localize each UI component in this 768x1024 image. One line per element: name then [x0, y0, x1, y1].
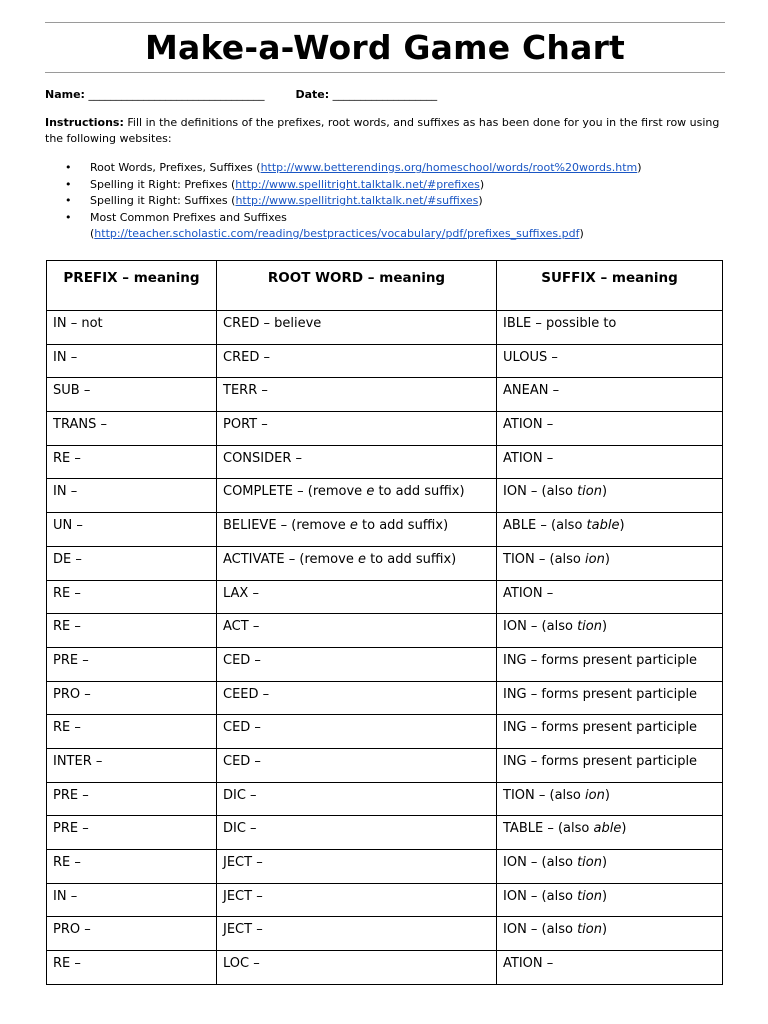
cell-text-after: ) — [601, 855, 608, 870]
prefix-cell — [47, 951, 217, 985]
cell-italic-text: ion — [585, 551, 605, 567]
root-word-cell — [217, 850, 497, 884]
root-word-cell — [217, 580, 497, 614]
resource-item: • Most Common Prefixes and Suffixes (http://teacher.scholastic.com/reading/bestpractices/vocabulary/pdf/prefixes_suffixes.pdf) — [65, 210, 584, 240]
prefix-cell — [47, 580, 217, 614]
cell-text: ULOUS – — [503, 349, 558, 365]
prefix-cell — [47, 816, 217, 850]
resource-item: • Root Words, Prefixes, Suffixes (http://www.betterendings.org/homeschool/words/root%20words.htm) — [45, 160, 725, 177]
cell-text: CED – — [223, 720, 261, 736]
cell-text: ION – (also — [503, 619, 578, 635]
cell-text-after: ) — [601, 888, 608, 904]
root-word-cell — [217, 311, 497, 345]
cell-text: RE – — [53, 855, 81, 870]
cell-text: LAX – — [223, 585, 259, 601]
table-header-row — [47, 261, 723, 311]
prefix-cell — [47, 850, 217, 884]
cell-italic-text: able — [593, 821, 622, 837]
instructions-label: Instructions: — [45, 116, 124, 129]
suffix-cell — [497, 647, 723, 681]
cell-text: PRE – — [53, 652, 89, 668]
header-suffix: SUFFIX – meaning — [497, 261, 723, 311]
suffix-cell — [497, 546, 723, 580]
root-word-cell — [217, 647, 497, 681]
root-word-cell — [217, 479, 497, 513]
prefix-cell — [47, 917, 217, 951]
cell-text: IN – — [53, 484, 78, 500]
table-row — [47, 580, 723, 614]
cell-text-after: ) — [604, 787, 610, 803]
table-row — [47, 883, 723, 917]
suffix-cell — [497, 614, 723, 648]
prefix-cell — [47, 614, 217, 648]
bullet-icon: • — [65, 177, 72, 191]
cell-text: PRO – — [53, 686, 91, 702]
resource-label: Root Words, Prefixes, Suffixes — [90, 161, 253, 174]
suffix-cell — [497, 412, 723, 446]
cell-text: RE – — [53, 619, 81, 635]
suffix-cell — [497, 816, 723, 850]
resource-item: • Spelling it Right: Prefixes (http://www.spellitright.talktalk.net/#prefixes) — [45, 177, 725, 194]
root-word-cell — [217, 816, 497, 850]
suffix-cell — [497, 883, 723, 917]
cell-text: DIC – — [223, 787, 257, 803]
prefix-cell — [47, 378, 217, 412]
root-word-cell — [217, 344, 497, 378]
cell-italic-text: ion — [585, 787, 605, 803]
resource-link[interactable]: http://www.spellitright.talktalk.net/#prefixes — [235, 177, 480, 191]
suffix-cell — [497, 748, 723, 782]
cell-text: CONSIDER – — [223, 450, 303, 466]
resource-item: • Spelling it Right: Suffixes (http://www.spellitright.talktalk.net/#suffixes) — [45, 193, 725, 210]
suffix-cell — [497, 479, 723, 513]
suffix-cell — [497, 311, 723, 345]
table-row — [47, 681, 723, 715]
name-blank: ________________________________ — [88, 88, 265, 101]
cell-text: INTER – — [53, 753, 103, 769]
name-date-line — [45, 88, 437, 101]
cell-text: ION – (also — [503, 855, 578, 870]
table-row — [47, 546, 723, 580]
prefix-cell — [47, 311, 217, 345]
cell-italic-text: e — [349, 518, 358, 534]
cell-italic-text: tion — [577, 888, 602, 904]
prefix-cell — [47, 748, 217, 782]
table-row — [47, 917, 723, 951]
cell-text: ING – forms present participle — [503, 720, 698, 736]
cell-text: BELIEVE – (remove — [223, 518, 350, 534]
cell-text: ACTIVATE – (remove — [223, 551, 358, 567]
prefix-cell — [47, 715, 217, 749]
root-word-cell — [217, 412, 497, 446]
cell-italic-text: e — [366, 484, 375, 500]
instructions-text: Fill in the definitions of the prefixes, root words, and suffixes as has been done for you in the first row using the following websites: — [45, 116, 720, 145]
cell-text: ANEAN – — [503, 383, 560, 399]
cell-text: DE – — [53, 551, 82, 567]
prefix-cell — [47, 445, 217, 479]
table-body — [47, 311, 723, 985]
root-word-cell — [217, 748, 497, 782]
header-prefix: PREFIX – meaning — [47, 261, 217, 311]
cell-text: JECT – — [223, 888, 263, 904]
cell-text: ATION – — [503, 585, 554, 601]
table-row — [47, 782, 723, 816]
prefix-cell — [47, 546, 217, 580]
cell-text: ABLE – (also — [503, 518, 587, 534]
cell-text: SUB – — [53, 383, 91, 399]
cell-text: TABLE – (also — [503, 821, 594, 837]
word-chart-table — [46, 260, 723, 985]
bullet-icon: • — [65, 161, 72, 174]
date-blank: ___________________ — [332, 88, 438, 101]
suffix-cell — [497, 445, 723, 479]
date-label: Date: — [295, 88, 330, 101]
table-row — [47, 378, 723, 412]
cell-text: CEED – — [223, 686, 270, 702]
cell-italic-text: tion — [577, 619, 602, 635]
resource-label: Spelling it Right: Suffixes — [90, 194, 228, 207]
resource-label: Most Common Prefixes and Suffixes — [90, 210, 287, 224]
table-row — [47, 850, 723, 884]
suffix-cell — [497, 344, 723, 378]
prefix-cell — [47, 479, 217, 513]
title-banner — [45, 22, 725, 73]
suffix-cell — [497, 782, 723, 816]
cell-text: CED – — [223, 753, 261, 769]
cell-text: ATION – — [503, 956, 554, 972]
root-word-cell — [217, 951, 497, 985]
table-row — [47, 614, 723, 648]
resource-label: Spelling it Right: Prefixes — [90, 177, 228, 191]
page-title: Make-a-Word Game Chart — [144, 28, 626, 67]
table-row — [47, 412, 723, 446]
table-row — [47, 951, 723, 985]
root-word-cell — [217, 715, 497, 749]
table-row — [47, 344, 723, 378]
prefix-cell — [47, 681, 217, 715]
cell-text-after: to add suffix) — [357, 518, 449, 534]
cell-text: ING – forms present participle — [503, 686, 698, 702]
cell-italic-text: table — [586, 518, 620, 534]
cell-text: PORT – — [223, 417, 268, 433]
cell-text-after: ) — [601, 484, 608, 500]
cell-text: TRANS – — [53, 417, 107, 433]
header-root-word: ROOT WORD – meaning — [217, 261, 497, 311]
cell-text: IN – not — [53, 316, 103, 331]
cell-text: IN – — [53, 888, 78, 904]
root-word-cell — [217, 883, 497, 917]
prefix-cell — [47, 782, 217, 816]
table-row — [47, 445, 723, 479]
cell-text: ING – forms present participle — [503, 652, 698, 668]
suffix-cell — [497, 951, 723, 985]
cell-italic-text: tion — [577, 484, 602, 500]
cell-text: PRO – — [53, 922, 91, 938]
cell-text-after: ) — [604, 551, 610, 567]
cell-text: ION – (also — [503, 484, 578, 500]
cell-text: JECT – — [223, 855, 263, 870]
suffix-cell — [497, 850, 723, 884]
cell-text: ACT – — [223, 619, 260, 635]
cell-text: PRE – — [53, 787, 89, 803]
cell-text: RE – — [53, 585, 81, 601]
root-word-cell — [217, 614, 497, 648]
cell-text: PRE – — [53, 821, 89, 837]
cell-text: ATION – — [503, 417, 554, 433]
table-row — [47, 816, 723, 850]
bullet-icon: • — [65, 210, 72, 224]
cell-text: JECT – — [223, 922, 263, 938]
cell-text-after: ) — [621, 821, 627, 837]
cell-text: LOC – — [223, 956, 260, 972]
suffix-cell — [497, 715, 723, 749]
cell-text: RE – — [53, 720, 81, 736]
cell-text: ION – (also — [503, 888, 578, 904]
cell-text: CRED – believe — [223, 316, 322, 331]
cell-text: TION – (also — [503, 787, 586, 803]
cell-italic-text: tion — [577, 855, 602, 870]
cell-text-after: ) — [619, 518, 625, 534]
table-row — [47, 311, 723, 345]
cell-text: RE – — [53, 956, 81, 972]
prefix-cell — [47, 344, 217, 378]
cell-text: CED – — [223, 652, 261, 668]
root-word-cell — [217, 681, 497, 715]
root-word-cell — [217, 445, 497, 479]
table-row — [47, 647, 723, 681]
suffix-cell — [497, 917, 723, 951]
suffix-cell — [497, 513, 723, 547]
cell-text-after: to add suffix) — [365, 551, 457, 567]
cell-text-after: ) — [601, 619, 608, 635]
resource-link[interactable]: http://www.spellitright.talktalk.net/#suffixes — [235, 194, 479, 207]
root-word-cell — [217, 917, 497, 951]
suffix-cell — [497, 378, 723, 412]
root-word-cell — [217, 546, 497, 580]
bullet-icon: • — [65, 194, 72, 207]
root-word-cell — [217, 782, 497, 816]
cell-text: IBLE – possible to — [503, 316, 617, 331]
cell-text-after: ) — [601, 922, 608, 938]
table-row — [47, 513, 723, 547]
suffix-cell — [497, 681, 723, 715]
name-label: Name: — [45, 88, 85, 101]
table-row — [47, 479, 723, 513]
cell-text: DIC – — [223, 821, 257, 837]
cell-text: IN – — [53, 349, 78, 365]
cell-text: COMPLETE – (remove — [223, 484, 367, 500]
cell-text: RE – — [53, 450, 81, 466]
prefix-cell — [47, 883, 217, 917]
cell-text: TERR – — [223, 383, 268, 399]
table-row — [47, 715, 723, 749]
cell-text: ION – (also — [503, 922, 578, 938]
cell-text: UN – — [53, 518, 83, 534]
cell-text: TION – (also — [503, 551, 586, 567]
root-word-cell — [217, 378, 497, 412]
resource-link[interactable]: http://www.betterendings.org/homeschool/words/root%20words.htm — [260, 161, 638, 174]
suffix-cell — [497, 580, 723, 614]
cell-text: ATION – — [503, 450, 554, 466]
instructions — [45, 115, 725, 147]
cell-italic-text: e — [357, 551, 366, 567]
cell-text-after: to add suffix) — [374, 484, 465, 500]
prefix-cell — [47, 513, 217, 547]
table-row — [47, 748, 723, 782]
prefix-cell — [47, 412, 217, 446]
resource-list — [45, 160, 725, 243]
cell-text: CRED – — [223, 349, 270, 365]
prefix-cell — [47, 647, 217, 681]
cell-italic-text: tion — [577, 922, 602, 938]
resource-link[interactable]: http://teacher.scholastic.com/reading/bestpractices/vocabulary/pdf/prefixes_suffixes.pdf — [94, 227, 580, 240]
root-word-cell — [217, 513, 497, 547]
cell-text: ING – forms present participle — [503, 753, 698, 769]
